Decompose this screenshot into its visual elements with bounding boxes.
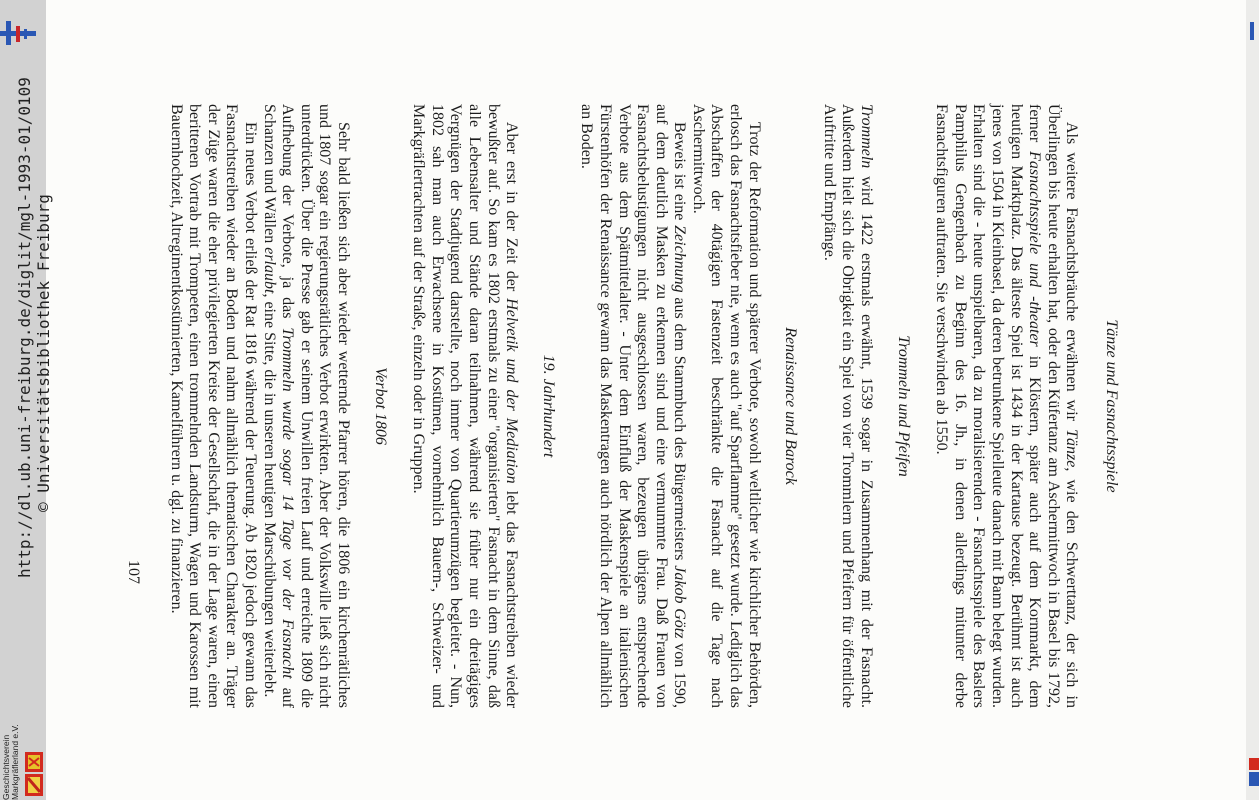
emphasized-text: Trommeln wurde sogar 14 Tage vor der Fasnacht	[279, 327, 297, 679]
emphasized-text: Trommeln	[858, 104, 876, 169]
section-heading: Trommeln und Pfeifen	[894, 335, 912, 477]
emphasized-text: Fasnachtsspiele und -theater	[1026, 151, 1044, 347]
publisher-line-1: Geschichtsverein	[1, 734, 11, 800]
viewer-right-edge	[1246, 0, 1259, 800]
page-body	[166, 104, 1120, 708]
publisher-line-2: Markgräflerland e.V.	[10, 724, 20, 800]
text-run: Als weitere Fasnachtsbräuche erwähnen wir	[1063, 122, 1081, 430]
source-url: http://dl.ub.uni-freiburg.de/diglit/mgl-1993-01/0109	[15, 77, 34, 578]
paragraph	[166, 104, 259, 708]
text-run: , eine Sitte, die in unseren heutigen Marschübungen weiterlebt.	[260, 293, 278, 698]
paragraph	[577, 104, 689, 708]
text-run: Ein neues Verbot erließ der Rat 1816 während der Teuerung. Ab 1820 jedoch gewann das Fasnachtstreiben wieder an Boden und nahm allmählich thematischen Charakter an. Träger der Züge waren die eher privilegierten Kreise der Gesellschaft, die in der Lage waren, einen berittenen Vortrab mit Trompeten, einen trommelnden Landsturm, Wagen und Karossen mit Bauernhochzeit, Altregimentkostümierten, Kamelführern u. dgl. zu finanzieren.	[167, 104, 260, 708]
emphasized-text: Helvetik und der Mediation	[503, 298, 521, 484]
paragraph	[409, 104, 521, 708]
emphasized-text: Tänze	[1063, 429, 1081, 468]
text-run: , wie den Schwerttanz, der sich in Überlingen bis heute erhalten hat, oder den Küfertanz am Aschermittwoch in Basel bis 1792, ferner	[1026, 104, 1081, 708]
page-number: 107	[125, 560, 142, 584]
text-run: in Klöstern, später auch auf dem Kornmarkt, dem heutigen Marktplatz. Das älteste Spiel ist 1434 in der Kartause bezeugt. Berühmt ist auch jenes von 1504 in Kleinbasel, da deren betrunkene Spielleute danach mit Bann belegt wurden. Erhalten sind die - heute unspielbaren, da zu moralisierenden - Fasnachtsspiele des Baslers Pamphilus Gengenbach zu Beginn des 16. Jh., in denen allerdings mitunter derbe Fasnachtsfiguren auftraten. Sie verschwinden ab 1550.	[933, 104, 1044, 709]
paragraph	[259, 104, 352, 708]
text-run: aus dem Stammbuch des Bürgermeisters	[671, 292, 689, 566]
text-run: auf Schanzen und Wällen	[260, 104, 297, 709]
paragraph	[932, 104, 1081, 708]
section-heading: 19. Jahrhundert	[539, 354, 557, 458]
section-heading: Verbot 1806	[371, 367, 389, 445]
section-heading: Renaissance und Barock	[782, 327, 800, 485]
coat-of-arms-partial-icon	[1249, 758, 1259, 786]
emphasized-text: Jakob Götz	[671, 565, 689, 639]
text-run: Beweis ist eine	[671, 122, 689, 226]
text-run: wird 1422 erstmals erwähnt, 1539 sogar in Zusammenhang mit der Fasnacht. Außerdem hielt sich die Obrigkeit ein Spiel von vier Trommlern und Pfeifern für öffentliche Auftritte und Empfänge.	[820, 104, 876, 708]
library-logo-partial-icon	[1249, 20, 1257, 42]
text-run: Sehr bald ließen sich aber wieder wetternde Pfarrer hören, die 1806 ein kirchenrätliches und 1807 sogar ein regierungsrätliches Verbot erwirkten. Aber der Volkswille ließ sich nicht unterdrücken. Über die Presse gab er seinem Unwillen freien Lauf und erreichte 1809 die Aufhebung der Verbote, ja das	[279, 104, 352, 708]
text-run: Aber erst in der Zeit der	[503, 122, 521, 299]
text-run: lebt das Fasnachtstreiben wieder bewußter auf. So kam es 1802 erstmals zu einer "organisierten" Fasnacht in dem Sinne, daß alle Lebensalter und Stände daran teilnahmen, während sie früher nur ein dreitägiges Vergnügen der Stadtjugend darstellte, noch immer von Quartierumzügen begleitet. - Nun, 1802 sah man auch Erwachsene in Kostümen, vornehmlich Bauern-, Schweizer- und Markgräflertrachten auf der Straße, einzeln oder in Gruppen.	[410, 104, 521, 709]
article-sections	[166, 104, 1080, 708]
emphasized-text: erlaubt	[260, 247, 278, 294]
page-title: Tänze und Fasnachtsspiele	[1103, 319, 1120, 493]
paragraph	[688, 104, 762, 708]
text-run: von 1590, auf dem deutlich Masken zu erkennen sind und eine vermummte Frau. Daß Frauen von Fasnachtsbelustigungen nicht ausgeschlossen waren, bezeugen übrigens entsprechende Verbote aus dem Spätmittelalter. - Unter dem Einfluß der Maskenspiele an italienischen Fürstenhöfen der Renaissance gewann das Maskentragen auch nördlich der Alpen allmählich an Boden.	[578, 104, 689, 708]
copyright-line: © Universitätsbibliothek Freiburg	[34, 194, 53, 512]
paragraph	[819, 104, 875, 708]
text-run: Trotz der Reformation und späterer Verbote, sowohl weltlicher wie kirchlicher Behörden, erlosch das Fasnachtsfieber nie, wenn es auch "auf Sparflamme" gesetzt wurde. Lediglich das Abschaffen der 40tägigen Fastenzeit beschränkte die Fasnacht auf die Tage nach Aschermittwoch.	[689, 104, 763, 708]
emphasized-text: Zeichnung	[671, 225, 689, 293]
scanned-page	[10, 0, 1210, 800]
